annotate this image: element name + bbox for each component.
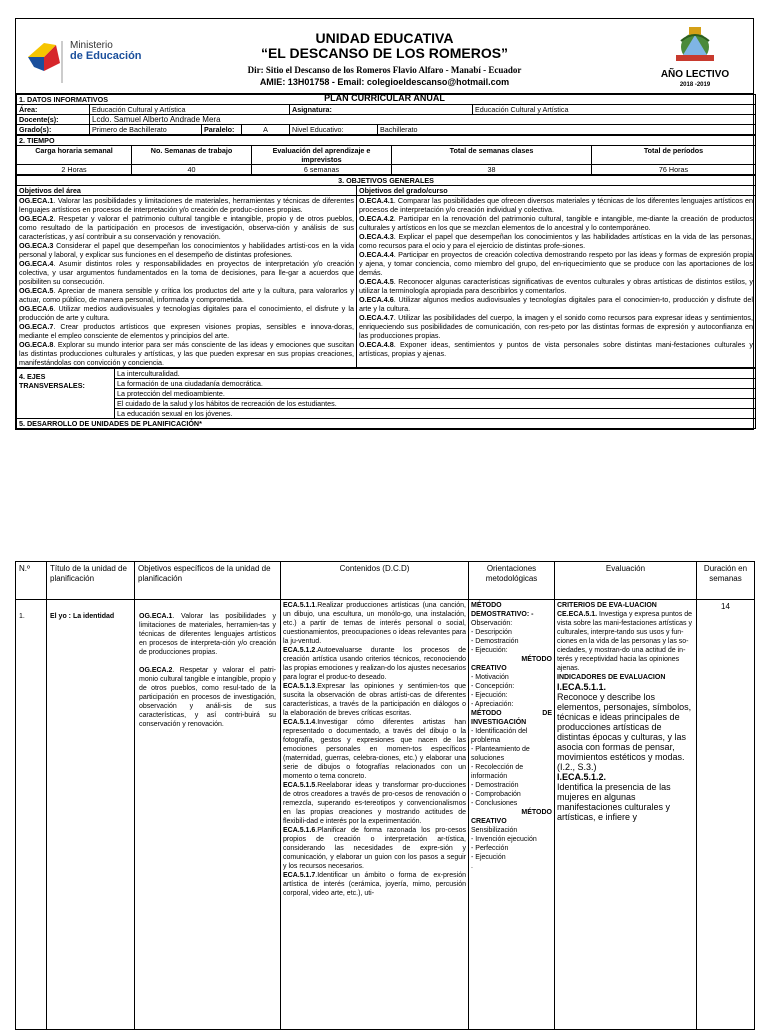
ejes-table [16, 368, 756, 429]
unidades-table [15, 561, 755, 1030]
objetivo-grado-item: O.ECA.4.3. Explicar el papel que desempeñan los conocimientos y las habilidades artísticas en la vida de las personas, como recursos para el ocio y para el ejercicio de distintas profe-siones. [359, 232, 754, 250]
total-periodos: 76 Horas [592, 165, 756, 175]
objetivo-grado-item: O.ECA.4.6. Utilizar algunos medios audiovisuales y tecnologías digitales para el conocimien-to, producción y disfrute del arte y la cultura. [359, 295, 754, 313]
unit-objective-item: OG.ECA.1. Valorar las posibilidades y limitaciones de materiales, herramien-tas y técnicas de diferentes lenguajes artísticos en procesos de interpreta-ción y/o creación de producciones propias. [139, 613, 276, 656]
unit-methodology: MÉTODO DEMOSTRATIVO: - Observación: - Descripción - Demostración - Ejecución: MÉTODO CREATIVO - Motivación - Concepción: - Ejecución: - Apreciación: MÉTODO DE INVESTIGACIÓN - Identificación del problema - Planteamiento de soluciones - Recolección de información - Demostración - Comprobación - Conclusiones MÉTODO CREATIVO Sensibilización - Invención ejecución - Perfección - Ejecución . [469, 600, 555, 1030]
objetivo-area-item: OG.ECA.3 Considerar el papel que desempeñan los conocimientos y habilidades artísti-cos en la vida personal y laboral, y explicar sus funciones en el desempeño de distintas profesiones. [19, 241, 354, 259]
content-item: ECA.5.1.3.Expresar las opiniones y sentimien-tos que suscita la observación de obras artísti-cas de diferentes características, a través de la participación en diálogos o la elaboración de breves críticas escritas. [283, 683, 466, 717]
unit-number: 1. [16, 600, 47, 1030]
content-item: ECA.5.1.2.Autoevaluarse durante los procesos de creación artística usando criterios técnicos, reconociendo las propias emociones y realizan-do los ajustes necesarios para lograr el produc-to deseado. [283, 647, 466, 681]
unit-contents [281, 600, 469, 1030]
objetivo-area-item: OG.ECA.8. Explorar su mundo interior para ser más consciente de las ideas y emociones que suscitan las distintas producciones culturales y artísticas, y las que pueden expresar en sus propias creaciones, manifestándolas con convicción y conciencia. [19, 340, 354, 367]
school-name: “EL DESCANSO DE LOS ROMEROS” [260, 45, 509, 61]
objetivo-grado-item: O.ECA.4.2. Participar en la renovación del patrimonio cultural, tangible e intangible, me-diante la creación de productos culturales y artísticos en los que se mezclan elementos de lo ancestral y lo contemporáneo. [359, 214, 754, 232]
content-item: ECA.5.1.7.Identificar un ámbito o forma de ex-presión artística de interés (cerámica, joyería, mimo, percusión corporal, video arte, etc.), uti- [283, 872, 466, 897]
eje-item: La interculturalidad. [115, 369, 756, 379]
objetivo-area-item: OG.ECA.5. Apreciar de manera sensible y crítica los productos del arte y la cultura, para valorarlos y actuar, como público, de manera personal, informada y comprometida. [19, 286, 354, 304]
school-year: AÑO LECTIVO 2018 -2019 [660, 69, 730, 88]
objetivos-grado-list [357, 196, 756, 368]
section-objetivos: 3. OBJETIVOS GENERALES [17, 176, 756, 186]
objetivo-area-item: OG.ECA.7. Crear productos artísticos que expresen visiones propias, sensibles e innova-doras, mediante el empleo consciente de elementos y principios del arte. [19, 322, 354, 340]
objetivos-table: 3. OBJETIVOS GENERALES Objetivos del área Objetivos del grado/curso OG.ECA.1. Valorar las posibilidades y limitaciones de materiales, herramientas y técnicas de diferentes lenguajes artísticos en procesos de interpretación y/o creación de produc-ciones propias. OG.ECA.2. Respetar y valorar el patrimonio cultural tangible e intangible, propio y de otros pueblos, como resultado de la participación en procesos de investigación, observa-ción y análisis de sus características, y así contribuir a su conservación y renovación. OG.ECA.3 Considerar el papel que desempeñan los conocimientos y habilidades artísti-cos en la vida personal y laboral, y explicar sus funciones en el desempeño de distintas profesiones. OG.ECA.4. Asumir distintos roles y responsabilidades en proyectos de interpretación y/o creación colectiva, y usar argumentos fundamentados en la toma de decisiones, para lle-gar a acuerdos que posibiliten su consecución. OG.ECA.5. Apreciar de manera sensible y crítica los productos del arte y la cultura, para valorarlos y actuar, como público, de manera personal, informada y comprometida. OG.ECA.6. Utilizar medios audiovisuales y tecnologías digitales para el conocimiento, el disfrute y la producción de arte y cultura. OG.ECA.7. Crear productos artísticos que expresen visiones propias, sensibles e innova-doras, mediante el empleo consciente de elementos y principios del arte. OG.ECA.8. Explorar su mundo interior para ser más consciente de las ideas y emociones que suscitan las distintas producciones culturales y artísticas, y las que pueden expresar en sus propias creaciones, manifestándolas con convicción y conciencia. O.ECA.4.1. Comparar las posibilidades que ofrecen diversos materiales y técnicas de los diferentes lenguajes artísticos en procesos de interpretación y/o creación individual y colectiva. O.ECA.4.2. Participar en la renovación del patrimonio cultural, tangible e intangible, me-diante la creación de productos culturales y artísticos en los que se mezclan elementos de lo ancestral y lo contemporáneo. O.ECA.4.3. Explicar el papel que desempeñan los conocimientos y las habilidades artísticas en la vida de las personas, como recursos para el ocio y para el ejercicio de distintas profe-siones. O.ECA.4.4. Participar en proyectos de creación colectiva demostrando respeto por las ideas y formas de expresión propia y ajena, y tomar conciencia, como miembro del grupo, del en-riquecimiento que se produce con las aportaciones de los demás. O.ECA.4.5. Reconocer algunas características significativas de eventos culturales y obras artísticas de distintos estilos, y utilizar la terminología apropiada para describirlos y comentarlos. O.ECA.4.6. Utilizar algunos medios audiovisuales y tecnologías digitales para el conocimien-to, producción y disfrute del arte y la cultura. O.ECA.4.7. Utilizar las posibilidades del cuerpo, la imagen y el sonido como recursos para expresar ideas y sentimientos, enriqueciendo sus posibilidades de comunicación, con res-peto por las distintas formas de expresión y autoconfianza en las producciones propias. O.ECA.4.8. Exponer ideas, sentimientos y puntos de vista personales sobre distintas mani-festaciones culturales y artísticas, propias y ajenas. [16, 175, 756, 368]
objetivo-area-item: OG.ECA.4. Asumir distintos roles y responsabilidades en proyectos de interpretación y/o creación colectiva, y usar argumentos fundamentados en la toma de decisiones, para lle-gar a acuerdos que posibiliten su consecución. [19, 259, 354, 286]
datos-informativos-table: 1. DATOS INFORMATIVOS Área: Educación Cultural y Artística Asignatura: Educación Cultural y Artística Docente(s): Lcdo. Samuel Alberto Andrade Mera Grado(s): Primero de Bachillerato Paralelo: A Nivel Educativo: Bachillerato [16, 94, 756, 135]
col-num: N.º [16, 562, 47, 600]
asignatura-value: Educación Cultural y Artística [473, 105, 756, 115]
plan-page-1 [15, 18, 754, 430]
tiempo-table: 2. TIEMPO Carga horaria semanal No. Semanas de trabajo Evaluación del aprendizaje e imprevistos Total de semanas clases Total de períodos 2 Horas 40 6 semanas 38 76 Horas [16, 135, 756, 175]
evaluacion-imprevistos: 6 semanas [252, 165, 392, 175]
unit-objective-item: OG.ECA.2. Respetar y valorar el patri-monio cultural tangible e intangible, propio y de otros pueblos, como resul-tado de la participación en procesos de investigación, observación y análi-sis de sus características, y así contri-buirá su conservación y renovación. [139, 667, 276, 728]
eje-item: La protección del medioambiente. [115, 389, 756, 399]
objetivo-grado-item: O.ECA.4.7. Utilizar las posibilidades del cuerpo, la imagen y el sonido como recursos para expresar ideas y sentimientos, enriqueciendo sus posibilidades de comunicación, con res-peto por las distintas formas de expresión y autoconfianza en las producciones propias. [359, 313, 754, 340]
eje-item: La formación de una ciudadanía democrática. [115, 379, 756, 389]
grado-value: Primero de Bachillerato [90, 125, 202, 135]
objetivo-area-item: OG.ECA.6. Utilizar medios audiovisuales y tecnologías digitales para el conocimiento, el disfrute y la producción de arte y cultura. [19, 304, 354, 322]
objetivo-grado-item: O.ECA.4.1. Comparar las posibilidades que ofrecen diversos materiales y técnicas de los diferentes lenguajes artísticos en procesos de interpretación y/o creación individual y colectiva. [359, 196, 754, 214]
school-heading [156, 31, 613, 87]
objetivo-grado-item: O.ECA.4.8. Exponer ideas, sentimientos y puntos de vista personales sobre distintas mani-festaciones culturales y artísticas, propias y ajenas. [359, 340, 754, 358]
col-contenidos: Contenidos (D.C.D) [281, 562, 469, 600]
carga-horaria: 2 Horas [17, 165, 132, 175]
school-amie-email: AMIE: 13H01758 - Email: colegioeldescanso@hotmail.com [259, 77, 510, 87]
ministry-name: Ministerio de Educación [70, 40, 142, 62]
plan-page-2 [15, 561, 754, 1030]
objetivo-grado-item: O.ECA.4.4. Participar en proyectos de creación colectiva demostrando respeto por las ideas y formas de expresión propia y ajena, y tomar conciencia, como miembro del grupo, del en-riquecimiento que se produce con las aportaciones de los demás. [359, 250, 754, 277]
col-evaluacion: Evaluación [555, 562, 697, 600]
eje-item: El cuidado de la salud y los hábitos de recreación de los estudiantes. [115, 399, 756, 409]
docente-value: Lcdo. Samuel Alberto Andrade Mera [90, 115, 756, 125]
nivel-value: Bachillerato [378, 125, 756, 135]
school-type: UNIDAD EDUCATIVA [315, 30, 454, 46]
content-item: ECA.5.1.5.Reelaborar ideas y transformar pro-ducciones de otros creadores a través de pro-cesos de renovación o remezcla, superando es-tereotipos y convencionalismos en las propias creaciones y mostrando actitudes de flexibili-dad e interés por la experimentación. [283, 782, 466, 825]
content-item: ECA.5.1.4.Investigar cómo diferentes artistas han representado o documentado, a través del dibujo o la fotografía, gestos y expresiones que nacen de las emociones personales en momen-tos específicos (maternidad, guerras, celebra-ciones, etc.) y elaborar una serie de dibujos o fotografías relacionados con un momento o tema concreto. [283, 719, 466, 780]
content-item: ECA.5.1.1.Realizar producciones artísticas (una canción, un dibujo, una escultura, un monólo-go, una instalación, etc.) a partir de temas de interés personal o social, cuestionamientos, preocupaciones o ideas relevantes para la ju-ventud. [283, 602, 466, 645]
plan-title: PLAN CURRICULAR ANUAL [324, 93, 445, 103]
school-seal-icon [672, 25, 718, 65]
paralelo-value: A [242, 125, 290, 135]
col-objetivos: Objetivos específicos de la unidad de planificación [135, 562, 281, 600]
area-value: Educación Cultural y Artística [90, 105, 290, 115]
ejes-label: 4. EJES TRANSVERSALES: [17, 369, 115, 419]
section-tiempo: 2. TIEMPO [17, 136, 756, 146]
objetivo-area-item: OG.ECA.1. Valorar las posibilidades y limitaciones de materiales, herramientas y técnicas de diferentes lenguajes artísticos en procesos de interpretación y/o creación de produc-ciones propias. [19, 196, 354, 214]
total-semanas: 38 [392, 165, 592, 175]
semanas-trabajo: 40 [132, 165, 252, 175]
eje-item: La educación sexual en los jóvenes. [115, 409, 756, 419]
col-titulo: Título de la unidad de planificación [47, 562, 135, 600]
col-duracion: Duración en semanas [697, 562, 755, 600]
objetivos-area-list [17, 196, 357, 368]
unit-objectives [135, 600, 281, 1030]
unit-duration: 14 [697, 600, 755, 1030]
unit-title: El yo : La identidad [47, 600, 135, 1030]
section-datos: 1. DATOS INFORMATIVOS [17, 95, 756, 105]
unit-evaluation: CRITERIOS DE EVA-LUACION CE.ECA.5.1. Investiga y expresa puntos de vista sobre las mani-festaciones artísticas y culturales, interpre-tando sus usos y fun-ciones en la vida de las personas y las so-ciedades, y mostran-do una actitud de in-terés y receptividad hacia las opiniones ajenas. INDICADORES DE EVALUACION I.ECA.5.1.1. Reconoce y describe los elementos, personajes, símbolos, técnicas e ideas principales de producciones artísticas de distintas épocas y culturas, y las asocia con formas de pensar, movimientos estéticos y modas. (I.2., S.3.) I.ECA.5.1.2. Identifica la presencia de las mujeres en algunas manifestaciones culturales y artísticas, e infiere y [555, 600, 697, 1030]
school-address: Dir: Sitio el Descanso de los Romeros Flavio Alfaro - Manabí - Ecuador [247, 65, 522, 75]
objetivo-area-item: OG.ECA.2. Respetar y valorar el patrimonio cultural tangible e intangible, propio y de otros pueblos, como resultado de la participación en procesos de investigación, observa-ción y análisis de sus características, y así contribuir a su conservación y renovación. [19, 214, 354, 241]
objetivo-grado-item: O.ECA.4.5. Reconocer algunas características significativas de eventos culturales y obras artísticas de distintos estilos, y utilizar la terminología apropiada para describirlos y comentarlos. [359, 277, 754, 295]
section-desarrollo: 5. DESARROLLO DE UNIDADES DE PLANIFICACIÓN* [17, 419, 756, 429]
content-item: ECA.5.1.6.Planificar de forma razonada los pro-cesos propios de creación o interpretación ar-tística, considerando las necesidades de expre-sión y comunicación, y elaborar un guion con los pasos a seguir y los recursos necesarios. [283, 827, 466, 870]
col-orientaciones: Orientaciones metodológicas [469, 562, 555, 600]
